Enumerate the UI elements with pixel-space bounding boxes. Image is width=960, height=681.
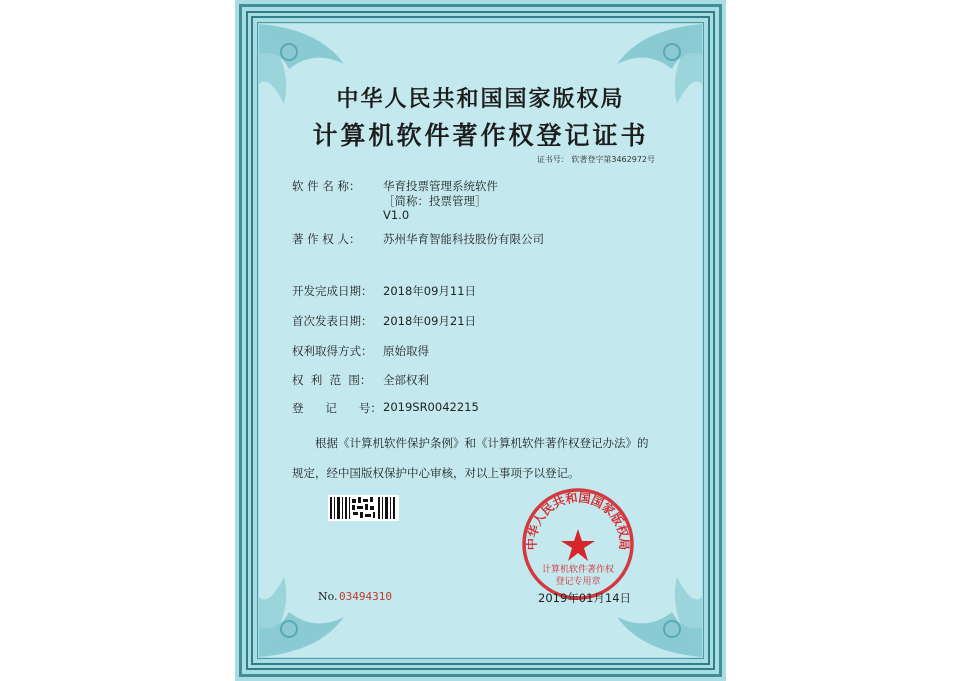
seal-outer-text: 中华人民共和国国家版权局 <box>524 490 632 551</box>
publication-date-label: 首次发表日期： <box>292 314 373 328</box>
certificate-number: 证书号： 软著登字第3462972号 <box>536 155 655 164</box>
serial-label: No. <box>318 590 338 603</box>
registration-number-label: 登 记 号： <box>292 401 382 415</box>
software-version: V1.0 <box>383 208 410 222</box>
software-name-label: 软 件 名 称： <box>292 179 361 193</box>
rights-scope-label: 权 利 范 围： <box>292 373 372 387</box>
seal-inner-line-1: 计算机软件著作权 <box>541 565 615 575</box>
acquisition-method-value: 原始取得 <box>383 344 429 358</box>
statement-line-1: 根据《计算机软件保护条例》和《计算机软件著作权登记办法》的 <box>315 436 649 450</box>
seal-star-icon <box>561 529 595 561</box>
registration-number-value: 2019SR0042215 <box>383 400 479 414</box>
issuer-title: 中华人民共和国国家版权局 <box>336 86 625 112</box>
barcode <box>328 495 399 521</box>
rights-scope-value: 全部权利 <box>383 373 429 387</box>
certificate <box>235 0 726 681</box>
serial-number: 03494310 <box>339 590 392 603</box>
acquisition-method-label: 权利取得方式： <box>292 344 373 358</box>
issue-date: 2019年01月14日 <box>538 591 632 605</box>
software-short-name: ［简称：投票管理］ <box>383 194 487 208</box>
certificate-title: 计算机软件著作权登记证书 <box>312 121 649 150</box>
seal-inner-line-2: 登记专用章 <box>555 577 601 587</box>
copyright-owner-value: 苏州华育智能科技股份有限公司 <box>383 232 544 246</box>
copyright-owner-label: 著 作 权 人： <box>292 232 361 246</box>
statement-line-2: 规定，经中国版权保护中心审核，对以上事项予以登记。 <box>292 466 580 480</box>
completion-date-label: 开发完成日期： <box>292 284 373 298</box>
corner-ornament-bottom-left <box>259 577 349 657</box>
software-name-value: 华育投票管理系统软件 <box>383 179 498 193</box>
official-seal <box>521 487 635 601</box>
publication-date-value: 2018年09月21日 <box>383 314 477 328</box>
completion-date-value: 2018年09月11日 <box>383 284 477 298</box>
